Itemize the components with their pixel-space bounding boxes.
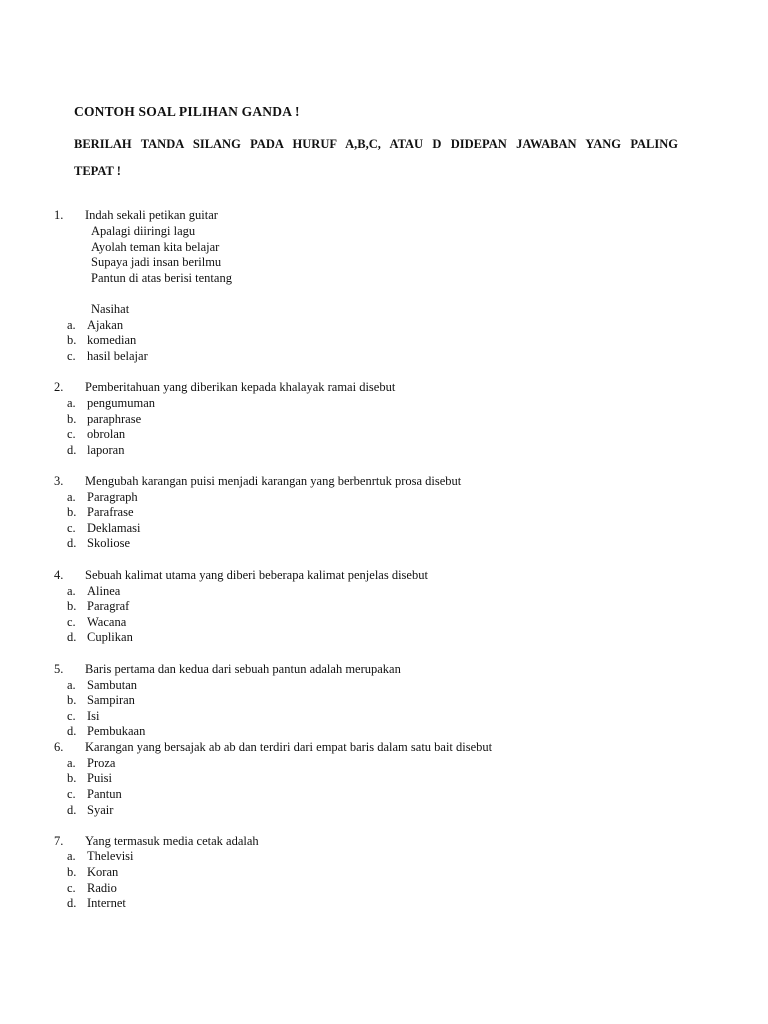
option-letter: b. bbox=[67, 865, 77, 879]
document-title: CONTOH SOAL PILIHAN GANDA ! bbox=[74, 104, 300, 119]
option-letter: d. bbox=[67, 896, 77, 910]
option-text: Sambutan bbox=[87, 678, 137, 692]
option-text: Syair bbox=[87, 803, 114, 817]
option-letter: d. bbox=[67, 724, 77, 738]
question-stem: Yang termasuk media cetak adalah bbox=[85, 834, 259, 848]
option-letter: c. bbox=[67, 881, 76, 895]
option-letter: c. bbox=[67, 349, 76, 363]
option-text: Puisi bbox=[87, 771, 113, 785]
instruction-line-1: BERILAH TANDA SILANG PADA HURUF A,B,C, ATAU D DIDEPAN JAWABAN YANG PALING bbox=[74, 137, 678, 151]
question-extra-line: Nasihat bbox=[91, 302, 130, 316]
option-text: paraphrase bbox=[87, 412, 142, 426]
option-text: obrolan bbox=[87, 427, 126, 441]
question-stem: Karangan yang bersajak ab ab dan terdiri dari empat baris dalam satu bait disebut bbox=[85, 740, 493, 754]
option-letter: b. bbox=[67, 771, 77, 785]
option-letter: d. bbox=[67, 536, 77, 550]
option-text: Thelevisi bbox=[87, 849, 134, 863]
question-stem: Mengubah karangan puisi menjadi karangan yang berbenrtuk prosa disebut bbox=[85, 474, 462, 488]
option-text: Pembukaan bbox=[87, 724, 146, 738]
question-number: 7. bbox=[54, 834, 64, 848]
option-letter: c. bbox=[67, 615, 76, 629]
option-text: Paragraph bbox=[87, 490, 138, 504]
question-stem: Baris pertama dan kedua dari sebuah pantun adalah merupakan bbox=[85, 662, 401, 676]
option-letter: b. bbox=[67, 599, 77, 613]
option-letter: b. bbox=[67, 412, 77, 426]
option-text: komedian bbox=[87, 333, 137, 347]
option-letter: b. bbox=[67, 505, 77, 519]
option-text: pengumuman bbox=[87, 396, 156, 410]
option-letter: a. bbox=[67, 756, 76, 770]
question-line: Apalagi diiringi lagu bbox=[91, 224, 196, 238]
question-number: 5. bbox=[54, 662, 64, 676]
option-letter: d. bbox=[67, 803, 77, 817]
option-text: Wacana bbox=[87, 615, 127, 629]
option-letter: d. bbox=[67, 443, 77, 457]
question-number: 1. bbox=[54, 208, 64, 222]
option-text: Skoliose bbox=[87, 536, 131, 550]
option-letter: a. bbox=[67, 678, 76, 692]
option-text: Sampiran bbox=[87, 693, 135, 707]
option-letter: a. bbox=[67, 396, 76, 410]
option-text: Paragraf bbox=[87, 599, 130, 613]
option-letter: a. bbox=[67, 849, 76, 863]
instruction-line-2: TEPAT ! bbox=[74, 164, 121, 178]
question-number: 3. bbox=[54, 474, 64, 488]
option-letter: c. bbox=[67, 709, 76, 723]
question-stem: Indah sekali petikan guitar bbox=[85, 208, 218, 222]
option-text: Isi bbox=[87, 709, 100, 723]
option-text: Koran bbox=[87, 865, 119, 879]
option-text: Deklamasi bbox=[87, 521, 141, 535]
option-text: Ajakan bbox=[87, 318, 124, 332]
question-line: Pantun di atas berisi tentang bbox=[91, 271, 232, 285]
option-letter: c. bbox=[67, 521, 76, 535]
option-letter: a. bbox=[67, 318, 76, 332]
question-line: Supaya jadi insan berilmu bbox=[91, 255, 222, 269]
option-text: Cuplikan bbox=[87, 630, 133, 644]
option-text: Radio bbox=[87, 881, 117, 895]
option-text: laporan bbox=[87, 443, 125, 457]
option-letter: b. bbox=[67, 333, 77, 347]
question-line: Ayolah teman kita belajar bbox=[91, 240, 220, 254]
question-number: 2. bbox=[54, 380, 64, 394]
question-number: 4. bbox=[54, 568, 64, 582]
option-text: Internet bbox=[87, 896, 126, 910]
question-number: 6. bbox=[54, 740, 64, 754]
option-letter: a. bbox=[67, 490, 76, 504]
option-letter: b. bbox=[67, 693, 77, 707]
option-letter: c. bbox=[67, 427, 76, 441]
question-stem: Pemberitahuan yang diberikan kepada khalayak ramai disebut bbox=[85, 380, 396, 394]
question-stem: Sebuah kalimat utama yang diberi beberapa kalimat penjelas disebut bbox=[85, 568, 428, 582]
option-letter: a. bbox=[67, 584, 76, 598]
option-text: Pantun bbox=[87, 787, 122, 801]
option-text: Alinea bbox=[87, 584, 121, 598]
option-letter: c. bbox=[67, 787, 76, 801]
option-text: hasil belajar bbox=[87, 349, 148, 363]
option-text: Proza bbox=[87, 756, 116, 770]
option-letter: d. bbox=[67, 630, 77, 644]
option-text: Parafrase bbox=[87, 505, 134, 519]
